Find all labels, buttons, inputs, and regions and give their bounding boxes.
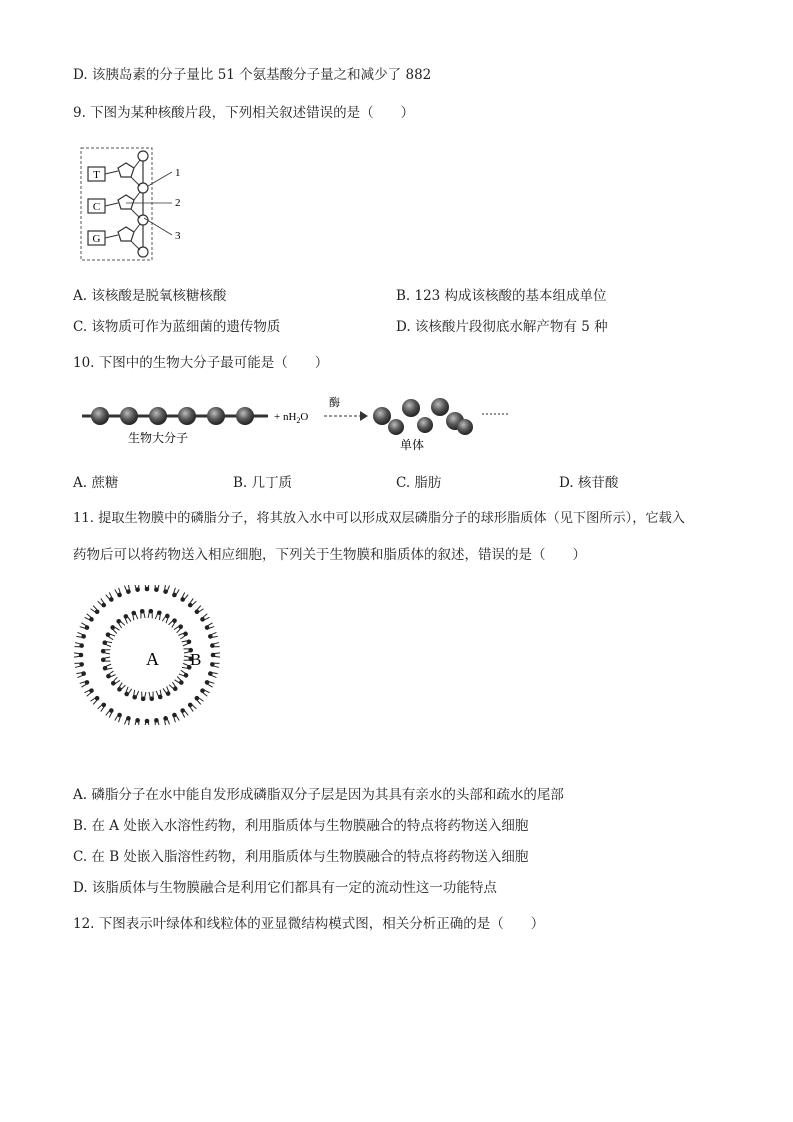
phospholipid-inner-5	[163, 686, 170, 695]
phospholipid-outer-7	[180, 708, 188, 717]
water-text: + nH	[274, 411, 297, 423]
phospholipid-inner-17	[102, 640, 112, 646]
phospholipid-inner-18	[106, 632, 115, 639]
q10-option-b: B. 几丁质	[233, 475, 293, 491]
phospholipid-inner-24	[148, 609, 153, 618]
phospholipid-outer-21	[74, 662, 84, 667]
phospholipid-inner-11	[117, 683, 125, 692]
phospholipid-inner-16	[101, 649, 110, 654]
base-g-label: G	[92, 233, 101, 245]
phospholipid-outer-13	[124, 716, 130, 725]
phospholipid-outer-24	[76, 632, 86, 638]
liposome-diagram	[72, 585, 222, 725]
q11-stem-line2: 药物后可以将药物送入相应细胞，下列关于生物膜和脂质体的叙述，错误的是（ ）	[73, 547, 586, 563]
phospholipid-outer-30	[115, 588, 122, 598]
phospholipid-outer-15	[106, 708, 114, 717]
q10-stem: 10. 下图中的生物大分子最可能是（ ）	[73, 355, 329, 371]
q10-option-d: D. 核苷酸	[559, 475, 619, 491]
phospholipid-outer-11	[145, 719, 150, 725]
phospholipid-outer-19	[80, 680, 90, 687]
q11-option-c: C. 在 B 处嵌入脂溶性药物，利用脂质体与生物膜融合的特点将药物送入细胞	[73, 849, 529, 865]
phospholipid-inner-30	[182, 639, 192, 645]
phospholipid-outer-43	[210, 643, 220, 648]
q9-option-b: B. 123 构成该核酸的基本组成单位	[396, 288, 607, 304]
phospholipid-inner-3	[175, 677, 184, 685]
phospholipid-outer-23	[74, 643, 84, 648]
label-2: 2	[175, 197, 181, 209]
macromolecule-label: 生物大分子	[128, 431, 189, 445]
water-label	[274, 411, 308, 425]
phospholipid-outer-16	[98, 703, 106, 712]
hydrolysis-diagram	[78, 394, 518, 456]
phospholipid-outer-28	[98, 598, 106, 607]
phospholipid-inner-21	[124, 614, 131, 623]
phospholipid-outer-42	[208, 632, 218, 638]
q9-option-a: A. 该核酸是脱氧核糖核酸	[73, 288, 227, 304]
water-o: O	[300, 411, 309, 423]
q11-stem-line1: 11. 提取生物膜中的磷脂分子，将其放入水中可以形成双层磷脂分子的球形脂质体（见下图所示），它载入	[73, 511, 685, 526]
phospholipid-outer-14	[115, 713, 122, 723]
q10-option-c: C. 脂肪	[396, 475, 442, 491]
phospholipid-outer-27	[90, 606, 99, 614]
phospholipid-outer-8	[172, 713, 179, 723]
phospholipid-inner-6	[156, 690, 162, 700]
phospholipid-outer-39	[195, 606, 204, 614]
q8-option-d: D. 该胰岛素的分子量比 51 个氨基酸分子量之和减少了 882	[73, 67, 432, 83]
phospholipid-inner-14	[103, 664, 113, 670]
q11-option-d: D. 该脂质体与生物膜融合是利用它们都具有一定的流动性这一功能特点	[73, 880, 497, 896]
q9-option-c: C. 该物质可作为蓝细菌的遗传物质	[73, 319, 281, 335]
label-a: A	[146, 649, 159, 669]
phospholipid-outer-22	[74, 653, 83, 658]
phospholipid-inner-15	[101, 657, 110, 662]
phospholipid-inner-8	[141, 692, 146, 701]
phospholipid-outer-20	[76, 671, 86, 677]
monomer-label: 单体	[400, 438, 425, 452]
phospholipid-outer-6	[188, 703, 196, 712]
phospholipid-inner-19	[110, 625, 119, 633]
phospholipid-outer-9	[163, 716, 169, 725]
phospholipid-outer-10	[154, 718, 159, 725]
phospholipid-outer-36	[172, 588, 179, 598]
phospholipid-outer-33	[145, 585, 150, 591]
phospholipid-outer-25	[80, 623, 90, 630]
phospholipid-outer-38	[188, 598, 196, 607]
phospholipid-outer-32	[135, 585, 140, 592]
phospholipid-inner-20	[116, 619, 124, 628]
base-t-label: T	[93, 169, 100, 181]
label-1: 1	[175, 167, 181, 179]
phospholipid-inner-10	[124, 687, 131, 696]
phospholipid-outer-12	[135, 718, 140, 725]
label-b: B	[190, 650, 202, 669]
q10-option-a: A. 蔗糖	[73, 475, 119, 491]
phospholipid-inner-12	[111, 677, 120, 685]
phospholipid-inner-2	[179, 670, 188, 677]
q12-stem: 12. 下图表示叶绿体和线粒体的亚显微结构模式图，相关分析正确的是（ ）	[73, 916, 545, 932]
phospholipid-outer-4	[200, 688, 209, 696]
enzyme-label: 酶	[329, 397, 340, 409]
phospholipid-inner-29	[178, 632, 187, 639]
phospholipid-inner-26	[162, 614, 169, 623]
phospholipid-outer-34	[154, 585, 159, 592]
base-c-label: C	[92, 201, 101, 213]
phospholipid-inner-28	[174, 624, 183, 632]
phospholipid-inner-22	[131, 611, 137, 621]
phospholipid-outer-41	[205, 623, 215, 630]
phospholipid-outer-29	[106, 592, 114, 601]
phospholipid-inner-7	[149, 692, 154, 701]
nucleic-acid-diagram	[80, 146, 200, 264]
phospholipid-outer-17	[90, 696, 99, 704]
phospholipid-inner-27	[169, 618, 177, 627]
q11-option-a: A. 磷脂分子在水中能自发形成磷脂双分子层是因为其具有亲水的头部和疏水的尾部	[73, 787, 564, 803]
phospholipid-outer-40	[200, 614, 209, 622]
label-3: 3	[175, 230, 181, 242]
phospholipid-inner-13	[106, 671, 115, 678]
phospholipid-inner-25	[155, 610, 161, 620]
q11-option-b: B. 在 A 处嵌入水溶性药物，利用脂质体与生物膜融合的特点将药物送入细胞	[73, 818, 529, 834]
q9-option-d: D. 该核酸片段彻底水解产物有 5 种	[396, 319, 608, 335]
phospholipid-outer-5	[195, 696, 204, 704]
phospholipid-outer-31	[124, 585, 130, 594]
phospholipid-inner-4	[169, 682, 177, 691]
q9-stem: 9. 下图为某种核酸片段，下列相关叙述错误的是（ ）	[73, 105, 415, 121]
phospholipid-inner-9	[132, 690, 138, 700]
phospholipid-outer-37	[180, 592, 188, 601]
phospholipid-outer-35	[163, 585, 169, 594]
phospholipid-outer-0	[211, 653, 220, 658]
phospholipid-outer-3	[205, 680, 215, 687]
phospholipid-outer-2	[208, 671, 218, 677]
water-subscript: 2	[296, 416, 301, 425]
phospholipid-inner-23	[140, 609, 145, 618]
phospholipid-outer-1	[210, 662, 220, 667]
phospholipid-outer-18	[84, 688, 93, 696]
phospholipid-outer-26	[84, 614, 93, 622]
